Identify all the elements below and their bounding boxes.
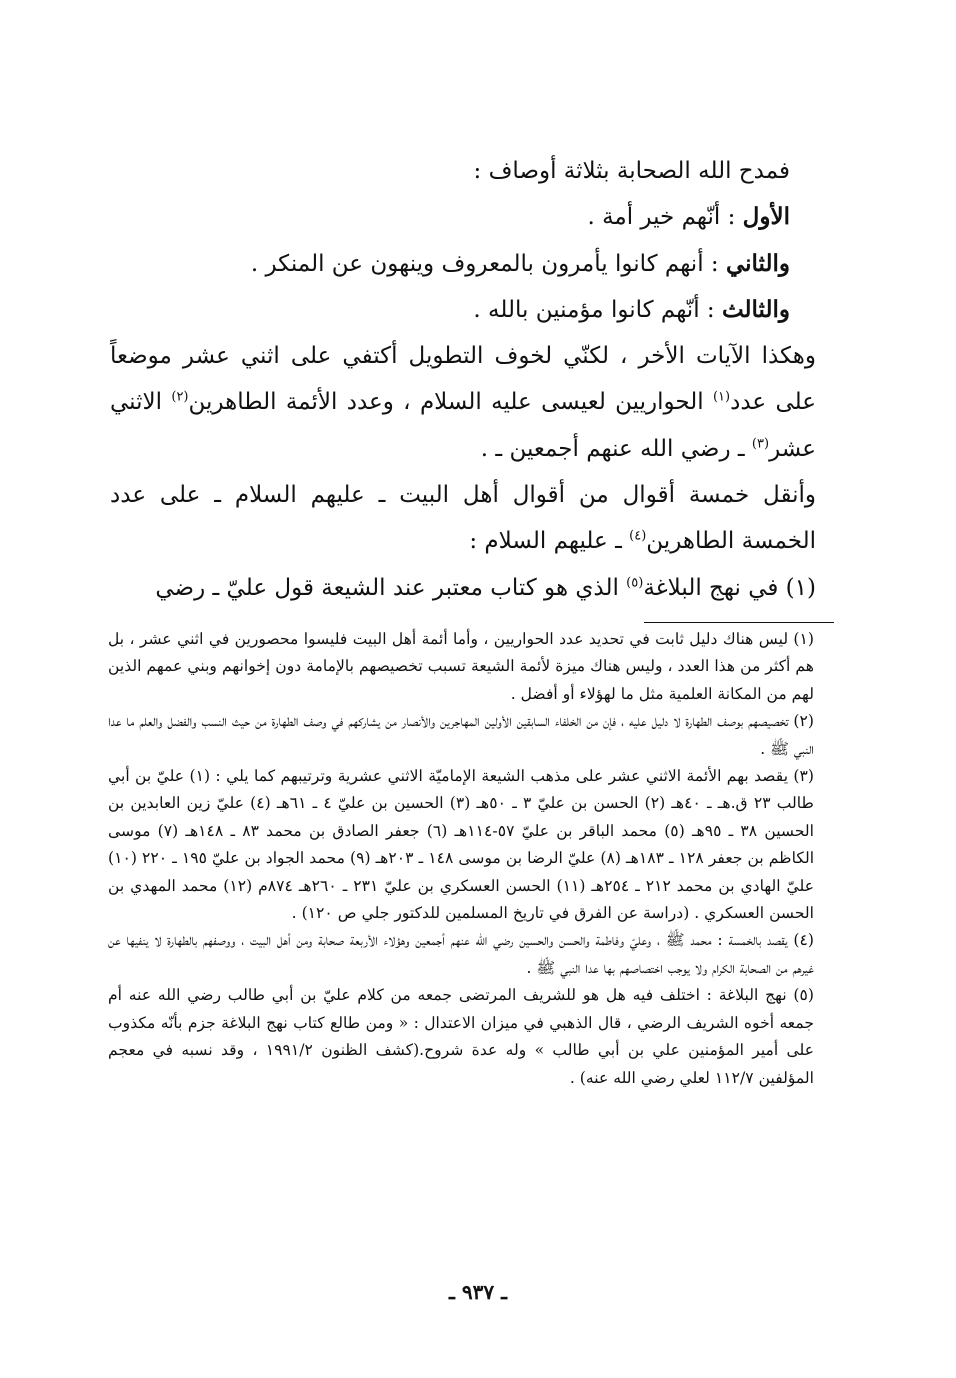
footnote-3: (٣) يقصد بهم الأئمة الاثني عشر على مذهب الشيعة الإماميّة الاثني عشرية وترتيبهم كما يلي : (١) عليّ بن أبي طالب ٢٣ ق.هـ ـ ٤٠هـ (٢) الحسن بن عليّ ٣ ـ ٥٠هـ (٣) الحسين بن عليّ ٤ ـ ٦١هـ (٤) عليّ زين العابدين بن الحسين ٣٨ ـ ٩٥هـ (٥) محمد الباقر بن عليّ ٥٧-١١٤هـ (٦) جعفر الصادق بن محمد ٨٣ ـ ١٤٨هـ (٧) موسى الكاظم بن جعفر ١٢٨ ـ ١٨٣هـ (٨) عليّ الرضا بن موسى ١٤٨ ـ ٢٠٣هـ (٩) محمد الجواد بن عليّ ١٩٥ ـ ٢٢٠ (١٠) عليّ الهادي بن محمد ٢١٢ ـ ٢٥٤هـ (١١) الحسن العسكري بن عليّ ٢٣١ ـ ٢٦٠هـ ٨٧٤م (١٢) محمد المهدي بن الحسن العسكري . (دراسة عن الفرق في تاريخ المسلمين للدكتور جلي ص ١٢٠) .: [108, 767, 815, 923]
label-second: والثاني: [725, 249, 790, 277]
paragraph-nahj: [110, 565, 834, 611]
text-run: الاثني عشر: [110, 389, 816, 462]
text-run: الذي هو كتاب معتبر عند الشيعة قول عليّ ـ رضي: [155, 574, 627, 601]
footnote-divider: [644, 622, 834, 623]
label-third: والثالث: [721, 295, 790, 323]
text-run: الحواريين لعيسى عليه السلام ، وعدد الأئمة الطاهرين: [188, 389, 713, 416]
text-run: (١) في نهج البلاغة: [643, 574, 816, 601]
footnote-ref-1: (١): [712, 389, 731, 405]
footnote-ref-2: (٢): [171, 389, 189, 405]
page-number: ـ ٩٣٧ ـ: [449, 1280, 507, 1304]
paragraph-sayings: [110, 472, 834, 565]
footnote-5: (٥) نهج البلاغة : اختلف فيه هل هو للشريف المرتضى جمعه من كلام عليّ بن أبي طالب رضي الله عنه أم جمعه أخوه الشريف الرضي ، قال الذهبي في ميزان الاعتدال : « ومن طالع كتاب نهج البلاغة جزم بأنّه مكذوب على أمير المؤمنين علي بن أبي طالب » وله عدة شروح.(كشف الظنون ١٩٩١/٢ ، وقد نسبه في معجم المؤلفين ١١٢/٧ لعلي رضي الله عنه) .: [108, 986, 815, 1087]
item-first: [110, 194, 834, 240]
item-second: [110, 241, 834, 287]
paragraph-intro: فمدح الله الصحابة بثلاثة أوصاف :: [473, 158, 790, 184]
text-third: : أنّهم كانوا مؤمنين بالله .: [473, 296, 722, 323]
text-first: : أنّهم خير أمة .: [587, 204, 743, 231]
main-text: [110, 148, 834, 611]
text-run: ـ رضي الله عنهم أجمعين ـ .: [480, 435, 752, 462]
footnote-ref-3: (٣): [751, 436, 770, 452]
footnote-4: (٤) يقصد بالخمسة : محمد ﷺ ، وعليّ وفاطمة والحسن والحسين رضي الله عنهم أجمعين وهؤلاء الأربعة صحابة ومن أهل البيت ، ووصفهم بالطهارة لا ينفيها عن غيرهم من الصحابة الكرام ولا يوجب اختصاصهم بها عدا النبي ﷺ .: [108, 931, 814, 977]
text-run: وهكذا الآيات الأخر ، لكنّي لخوف التطويل أكتفي على اثني عشر موضعاً على عدد: [110, 343, 816, 416]
footnotes: [108, 626, 834, 1092]
text-run: وأنقل خمسة أقوال من أقوال أهل البيت ـ عليهم السلام ـ على عدد الخمسة الطاهرين: [110, 482, 816, 555]
paragraph-verses: [110, 333, 834, 472]
footnote-2: (٢) تخصيصهم بوصف الطهارة لا دليل عليه ، فإن من الخلفاء السابقين الأولين المهاجرين والأنصار من يشاركهم في وصف الطهارة من حيث النسب والفضل والعلم ما عدا النبي ﷺ .: [108, 712, 814, 758]
footnote-1: (١) ليس هناك دليل ثابت في تحديد عدد الحواريين ، وأما أئمة أهل البيت فليسوا محصورين في اثني عشر ، بل هم أكثر من هذا العدد ، وليس هناك ميزة لأئمة الشيعة تسبب تخصيصهم بالإمامة دون إخوانهم وبني عمهم الذين لهم من المكانة العلمية مثل ما لهؤلاء أو أفضل .: [108, 630, 814, 703]
text-run: ـ عليهم السلام :: [469, 528, 630, 555]
item-third: [110, 287, 834, 333]
text-second: : أنهم كانوا يأمرون بالمعروف وينهون عن المنكر .: [250, 250, 726, 277]
footnote-ref-5: (٥): [626, 575, 644, 591]
label-first: الأول: [742, 203, 790, 231]
footnote-ref-4: (٤): [629, 528, 647, 544]
